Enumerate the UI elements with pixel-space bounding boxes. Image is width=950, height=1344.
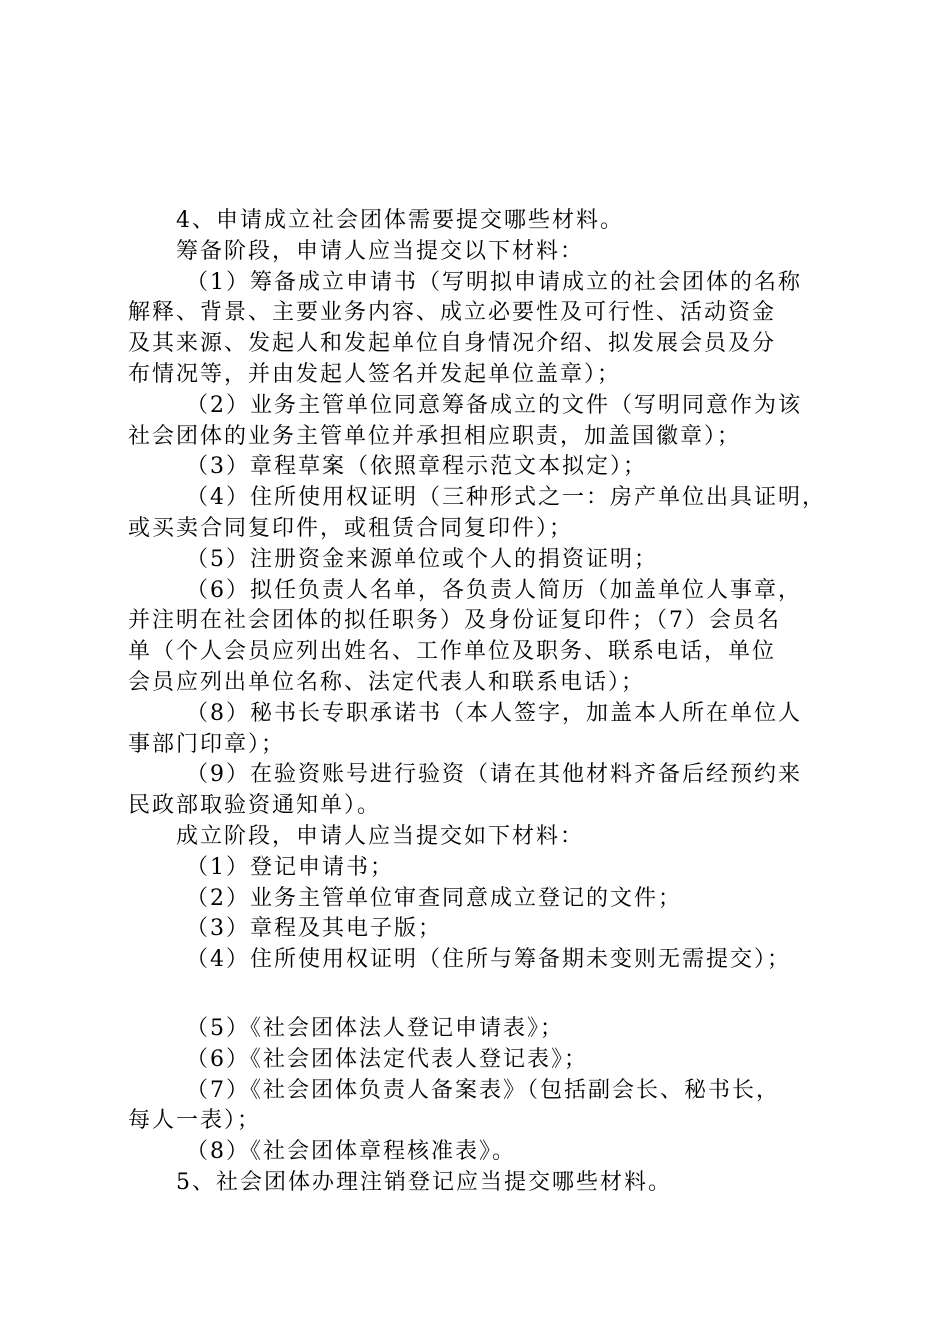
paragraph-preparation-stage: 筹备阶段，申请人应当提交以下材料： <box>176 238 585 264</box>
list-item-est-4: （4）住所使用权证明（住所与筹备期未变则无需提交）； <box>186 947 791 973</box>
list-item-est-8: （8）《社会团体章程核准表》。 <box>186 1139 516 1165</box>
list-item-prep-4: （4）住所使用权证明（三种形式之一：房产单位出具证明， <box>186 485 826 511</box>
section-heading-4: 4、申请成立社会团体需要提交哪些材料。 <box>176 208 624 233</box>
document-body <box>128 206 838 1199</box>
list-item-prep-2: （2）业务主管单位同意筹备成立的文件（写明同意作为该 <box>186 392 802 418</box>
paragraph-establishment-stage: 成立阶段，申请人应当提交如下材料： <box>176 823 585 849</box>
list-item-prep-8-cont: 事部门印章）； <box>128 731 286 757</box>
list-item-prep-3: （3）章程草案（依照章程示范文本拟定）； <box>186 454 647 480</box>
paragraph-spacer <box>128 976 838 1014</box>
list-item-prep-6: （6）拟任负责人名单，各负责人简历（加盖单位人事章， <box>186 577 802 603</box>
list-item-est-1: （1）登记申请书； <box>186 854 394 880</box>
list-item-prep-1: （1）筹备成立申请书（写明拟申请成立的社会团体的名称 <box>186 269 802 295</box>
list-item-prep-8: （8）秘书长专职承诺书（本人签字，加盖本人所在单位人 <box>186 700 802 726</box>
list-item-prep-9: （9）在验资账号进行验资（请在其他材料齐备后经预约来 <box>186 762 802 788</box>
list-item-prep-9-cont: 民政部取验资通知单）。 <box>128 793 382 819</box>
list-item-prep-7-cont: 单（个人会员应列出姓名、工作单位及职务、联系电话，单位 <box>128 639 777 665</box>
list-item-prep-6-cont: 并注明在社会团体的拟任职务）及身份证复印件；（7）会员名 <box>128 608 781 634</box>
list-item-prep-5: （5）注册资金来源单位或个人的捐资证明； <box>186 546 658 572</box>
list-item-prep-1-cont: 布情况等，并由发起人签名并发起单位盖章）； <box>128 361 622 387</box>
list-item-est-3: （3）章程及其电子版； <box>186 916 442 942</box>
list-item-est-2: （2）业务主管单位审查同意成立登记的文件； <box>186 885 682 911</box>
list-item-est-6: （6）《社会团体法定代表人登记表》； <box>186 1046 588 1072</box>
list-item-prep-2-cont: 社会团体的业务主管单位并承担相应职责，加盖国徽章）； <box>128 423 742 449</box>
list-item-prep-4-cont: 或买卖合同复印件，或租赁合同复印件）； <box>128 515 574 541</box>
list-item-prep-7-cont: 会员应列出单位名称、法定代表人和联系电话）； <box>128 669 646 695</box>
list-item-est-7: （7）《社会团体负责人备案表》（包括副会长、秘书长， <box>186 1077 780 1103</box>
list-item-est-5: （5）《社会团体法人登记申请表》； <box>186 1015 564 1041</box>
list-item-prep-1-cont: 及其来源、发起人和发起单位自身情况介绍、拟发展会员及分 <box>128 331 777 357</box>
list-item-est-7-cont: 每人一表）； <box>128 1108 262 1134</box>
list-item-prep-1-cont: 解释、背景、主要业务内容、成立必要性及可行性、活动资金 <box>128 300 777 326</box>
section-heading-5: 5、社会团体办理注销登记应当提交哪些材料。 <box>176 1169 672 1195</box>
